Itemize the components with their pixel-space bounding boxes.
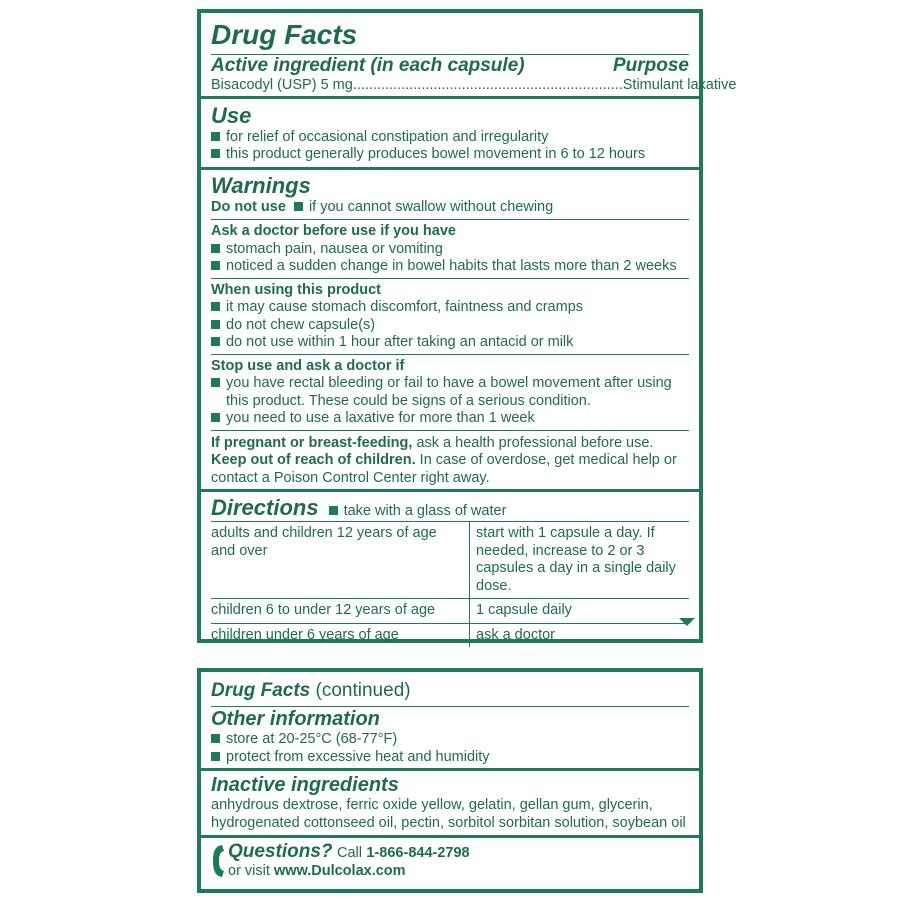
directions-table [211,521,689,647]
continued-suffix: (continued) [315,680,411,701]
pregnancy-children-block: If pregnant or breast-feeding, ask a health professional before use. Keep out of reach of children. In case of overdose, get medical help or contact a Poison Control Center right away. [211,430,689,488]
use-item: this product generally produces bowel movement in 6 to 12 hours [211,146,689,164]
inactive-ingredients-section [201,771,699,838]
purpose-heading: Purpose [612,55,689,76]
use-item: for relief of occasional constipation and irregularity [211,129,689,147]
bullet-square-icon [211,734,220,743]
ask-doctor-block: Ask a doctor before use if you have stomach pain, nausea or vomiting noticed a sudden change in bowel habits that lasts more than 2 weeks [211,219,689,278]
bullet-square-icon [211,244,220,253]
warnings-heading: Warnings [211,172,311,198]
drug-facts-panel [197,9,737,643]
directions-intro: take with a glass of water [343,503,507,519]
bullet-square-icon [211,378,220,387]
bullet-square-icon [211,337,220,346]
bullet-square-icon [211,302,220,311]
website-link: www.Dulcolax.com [273,863,406,879]
phone-number: 1-866-844-2798 [366,845,470,861]
bullet-square-icon [211,261,220,270]
warnings-section [201,170,699,493]
phone-handset-icon [211,843,225,879]
bullet-square-icon [211,413,220,422]
active-ingredient-heading: Active ingredient (in each capsule) [211,55,525,76]
do-not-use-line: Do not use if you cannot swallow without chewing [211,198,554,215]
bullet-square-icon [294,202,303,211]
bullet-square-icon [329,506,338,515]
other-information-section: Drug Facts (continued) Other information store at 20-25°C (68-77°F) protect from excessive heat and humidity [201,672,699,771]
active-ingredient-section [201,13,737,99]
questions-section: Questions? Call 1-866-844-2798 or visit www.Dulcolax.com [201,838,699,883]
bullet-square-icon [211,752,220,761]
table-row: adults and children 12 years of age and over start with 1 capsule a day. If needed, increase to 2 or 3 capsules a day in a single daily dose. [211,522,689,599]
other-information-heading: Other information [211,708,380,730]
drug-facts-title: Drug Facts [211,19,358,50]
bullet-square-icon [211,132,220,141]
active-ingredient-name: Bisacodyl (USP) 5 mg [211,77,353,93]
inactive-ingredients-text: anhydrous dextrose, ferric oxide yellow, gelatin, gellan gum, glycerin, hydrogenated cottonseed oil, pectin, sorbitol sorbitan solution, soybean oil [211,797,686,831]
table-row: children 6 to under 12 years of age 1 capsule daily [211,599,689,624]
leader-dots: ................................................................... [352,77,623,93]
table-row: children under 6 years of age ask a doctor [211,623,689,647]
directions-heading: Directions [211,495,319,520]
drug-facts-continued-panel [197,668,703,893]
continued-arrow-icon [679,618,695,626]
stop-use-block: Stop use and ask a doctor if you have rectal bleeding or fail to have a bowel movement after using this product. These could be signs of a serious condition. you need to use a laxative for more than 1 week [211,354,689,430]
active-ingredient-purpose: Stimulant laxative [622,77,737,93]
use-section [201,99,699,170]
use-heading: Use [211,102,252,128]
bullet-square-icon [211,149,220,158]
inactive-ingredients-heading: Inactive ingredients [211,774,399,796]
continued-title: Drug Facts [211,680,311,701]
questions-heading: Questions? [228,841,333,862]
bullet-square-icon [211,320,220,329]
directions-section [201,492,699,643]
when-using-block: When using this product it may cause stomach discomfort, faintness and cramps do not chew capsule(s) do not use within 1 hour after taking an antacid or milk [211,278,689,354]
